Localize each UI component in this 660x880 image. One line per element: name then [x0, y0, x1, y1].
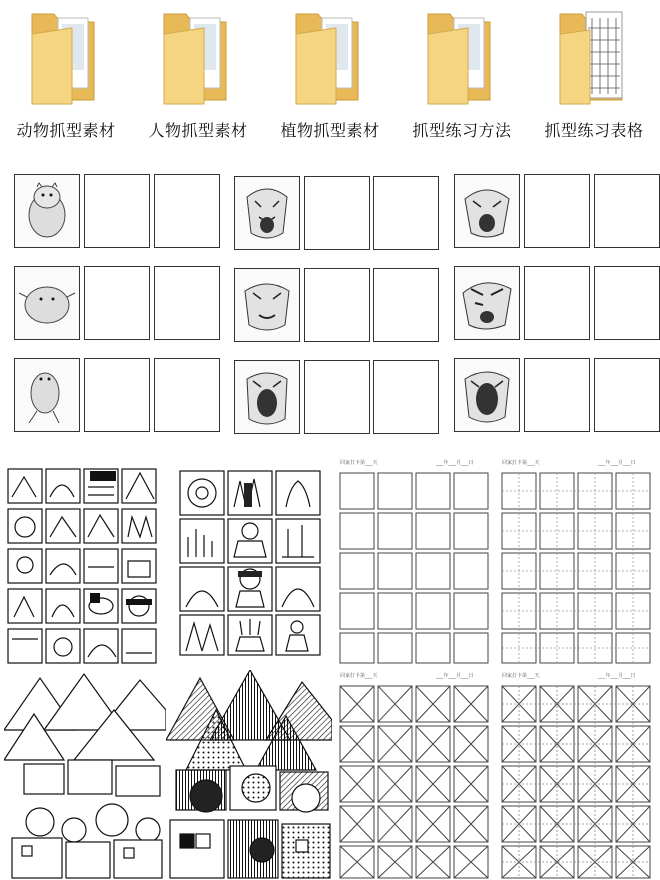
tiger-sketch [234, 268, 300, 342]
folder-label: 抓型练习方法 [412, 121, 512, 140]
cross-grid [494, 455, 656, 667]
tiger-sketch [454, 266, 520, 340]
outline-landscape [4, 670, 166, 880]
blank-practice-box [524, 266, 590, 340]
blank-practice-box [84, 174, 150, 248]
hamster-drawing [15, 267, 78, 338]
x-cross-grid-sheet: 回家打卡第___天 ___年___月___日 [494, 670, 656, 880]
folder-icon [424, 4, 500, 108]
hamster-sketch [14, 266, 80, 340]
blank-practice-box [304, 360, 370, 434]
folder-icon [292, 4, 368, 108]
blank-practice-box [154, 358, 220, 432]
tiger-sketch [234, 360, 300, 434]
tiger-drawing [235, 361, 298, 432]
folder-plant-materials[interactable] [264, 0, 396, 150]
blank-practice-box [84, 358, 150, 432]
blank-practice-box [594, 358, 660, 432]
tiger-drawing [235, 177, 298, 248]
x-grid-sheet: 回家打卡第___天 ___年___月___日 [332, 670, 494, 880]
blank-practice-box [594, 266, 660, 340]
tiger-drawing [235, 269, 298, 340]
folder-label: 抓型练习表格 [544, 121, 644, 140]
doodle-plant-grid [178, 467, 326, 657]
folder-label: 动物抓型素材 [16, 121, 116, 140]
tiger-sketch [454, 174, 520, 248]
blank-practice-box [304, 176, 370, 250]
plain-grid [332, 455, 494, 667]
folder-label: 人物抓型素材 [148, 121, 248, 140]
folder-animal-materials[interactable] [0, 0, 132, 150]
hamster-sketch [14, 174, 80, 248]
blank-practice-box [524, 174, 590, 248]
hamster-drawing [15, 359, 78, 430]
doodle-plant-sheet [178, 467, 326, 657]
textured-landscape [166, 670, 332, 880]
folder-practice-sheets[interactable] [528, 0, 660, 150]
practice-sheet-area [0, 445, 660, 880]
hamster-sketch [14, 358, 80, 432]
blank-practice-box [373, 360, 439, 434]
tiger-sketch [454, 358, 520, 432]
tiger-drawing [455, 359, 518, 430]
blank-practice-box [154, 174, 220, 248]
folder-label: 植物抓型素材 [280, 121, 380, 140]
plain-grid-sheet: 回家打卡第___天 ___年___月___日 [332, 455, 494, 667]
doodle-icon-sheet [4, 457, 166, 667]
cross-grid-sheet: 回家打卡第___天 ___年___月___日 [494, 455, 656, 667]
textured-landscape-drawing [166, 670, 332, 880]
x-grid [332, 670, 494, 880]
blank-practice-box [154, 266, 220, 340]
blank-practice-box [373, 176, 439, 250]
blank-practice-box [524, 358, 590, 432]
blank-practice-box [304, 268, 370, 342]
folder-icon [556, 4, 632, 108]
outline-landscape-drawing [4, 670, 166, 880]
blank-practice-box [373, 268, 439, 342]
folder-icon [28, 4, 104, 108]
folder-people-materials[interactable] [132, 0, 264, 150]
folder-row [0, 0, 660, 150]
folder-practice-methods[interactable] [396, 0, 528, 150]
blank-practice-box [594, 174, 660, 248]
tiger-drawing [455, 267, 518, 338]
doodle-icon-grid [4, 457, 166, 667]
blank-practice-box [84, 266, 150, 340]
sketch-practice-grid [0, 160, 660, 440]
tiger-sketch [234, 176, 300, 250]
folder-icon [160, 4, 236, 108]
tiger-drawing [455, 175, 518, 246]
hamster-drawing [15, 175, 78, 246]
x-cross-grid [494, 670, 656, 880]
